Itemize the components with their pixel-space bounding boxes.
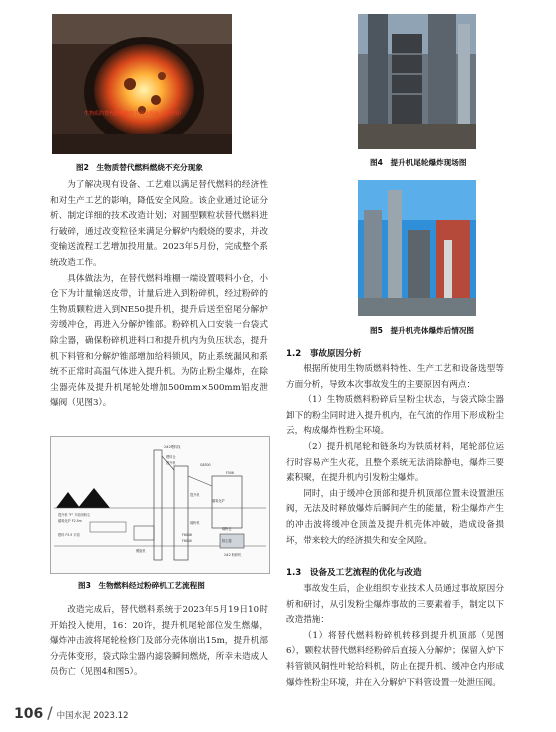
fig3-label-furnace: 碳氧化炉	[212, 499, 225, 503]
figure-5-caption: 图5 提升机壳体爆炸后情况图	[370, 326, 475, 335]
fig3-label-hopper: 喂料仓	[166, 455, 176, 459]
fig3-label-f6046: F6046	[182, 533, 192, 537]
right-paragraph-2: （1）生物质燃料粉碎后呈粉尘状态，与袋式除尘器卸下的粉尘同时进入提升机内，在气流的作用下形成粉尘云，构成爆炸性粉尘环境。	[286, 395, 504, 437]
figure-5-photo	[358, 180, 476, 316]
left-paragraph-3: 改造完成后，替代燃料系统于2023年5月19日10时开始投入使用，16：20许，提升机尾轮部位发生燃爆，爆炸冲击波将尾轮检修门及部分壳体崩出15m，提升机部分壳体变形，袋式除尘器内滤袋瞬间燃烧，所幸未造成人员伤亡（见图4和图5）。	[50, 605, 268, 678]
fig3-label-elevator-2: 提升机	[190, 493, 200, 497]
fig3-label-dust: 除尘器	[222, 539, 232, 543]
right-paragraph-3: （2）提升机尾轮和链条均为铁质材料，尾轮部位运行时容易产生火花，且整个系统无法消除静电，爆炸三要素积聚，在提升机内引发粉尘爆炸。	[286, 441, 504, 484]
journal-name: 中国水泥 2023.12	[56, 711, 129, 721]
left-column-text-2	[50, 603, 268, 681]
fig3-label-screw: 螺旋机	[136, 549, 146, 553]
right-paragraph-1: 根据所使用生物质燃料特性、生产工艺和设备选型等方面分析，导致本次事故发生的主要原因有两点：	[286, 364, 504, 390]
fig3-label-feedline: 2#2喂料线	[164, 445, 181, 449]
right-paragraph-6: （1）将替代燃料粉碎机转移到提升机顶部（见图6），颗粒状替代燃料经粉碎后直接入分解炉；保留入炉下料管锁风铜性叶轮给料机，防止在提升机、缓冲仓内形成爆炸性粉尘环境，并在入分解炉下料管设置一处泄压阀。	[286, 630, 504, 688]
figure-2-caption: 图2 生物质替代燃料燃烧不充分现象	[76, 163, 203, 172]
figure-2-overlay-text: 生物质的替代燃料燃烧不充分现象（部分图）	[84, 111, 185, 117]
right-paragraph-4: 同时，由于缓冲仓顶部和提升机顶部位置未设置泄压阀，无法及时释放爆炸后瞬间产生的能量，粉尘爆炸产生的冲击波将缓冲仓顶盖及提升机壳体冲破，造成设备损坏，带来较大的经济损失和安全风险。	[286, 488, 504, 546]
fig3-label-furnace-level: 碳氧化炉 F2.5m	[58, 519, 82, 523]
figure-3-diagram	[50, 436, 270, 574]
fig3-label-elevator: 提升机	[166, 461, 176, 465]
right-column-text-2	[286, 582, 504, 691]
left-paragraph-1: 为了解决现有设备、工艺难以满足替代燃料的经济性和对生产工艺的影响，降低安全风险。该企业通过论证分析、制定详细的技术改造计划；对圆型颗粒状替代燃料进行破碎，通过改变粒径来满足分解炉内煅烧的要求，并改变输送流程工艺增加投用量。2023年5月份，完成整个系统改造工作。	[50, 180, 268, 268]
right-column-text-1	[286, 362, 504, 549]
fig3-label-f6040: F6040	[182, 539, 192, 543]
figure-4-photo	[358, 14, 476, 149]
section-1-3-heading: 1.3 设备及工艺流程的优化与改造	[286, 568, 422, 578]
fig3-label-g8300: G8300	[200, 463, 211, 467]
figure-2-photo	[52, 14, 232, 154]
footer-separator: /	[47, 703, 53, 722]
right-paragraph-5: 事故发生后，企业组织专业技术人员通过事故原因分析和研讨，从引发粉尘爆炸事故的三要素着手，制定以下改造措施：	[286, 584, 504, 626]
figure-3-caption: 图3 生物燃料经过粉碎机工艺流程图	[78, 581, 205, 590]
section-1-2-heading: 1.2 事故原因分析	[286, 349, 362, 359]
fig3-label-platform: 提升机 "F" 平面用粉尘	[58, 513, 91, 517]
fig3-label-f506: F506	[226, 471, 234, 475]
fig3-label-fuel-level: 燃料 F5.5 平面	[58, 533, 80, 537]
left-column-text	[50, 178, 268, 412]
left-paragraph-2: 具体做法为，在替代燃料堆棚一端设置喂料小仓，小仓下为计量输送皮带，计量后进入到粉碎机，经过粉碎的生物质颗粒进入到NE50提升机，提升后送至窑尾分解炉旁缓冲仓，再进入分解炉锥部。粉碎机入口安装一台袋式除尘器，确保粉碎机进料口和提升机内为负压状态，提升机下料管和分解炉锥部增加给料锁风，防止系统漏风和系统不正常时高温气体进入提升机。为防止粉尘爆炸，在除尘器壳体及提升机尾轮处增加500mm×500mm铝皮泄爆阀（见图3）。	[50, 273, 268, 409]
fig3-label-bin: 煤粉仓	[222, 527, 232, 531]
page-number: 106	[14, 706, 44, 722]
figure-4-caption: 图4 提升机尾轮爆炸现场图	[370, 158, 467, 167]
fig3-label-crusher: 2#2 粉碎机	[224, 553, 242, 557]
page-footer	[14, 703, 128, 722]
fig3-label-mill: 煤粉机	[190, 521, 200, 525]
